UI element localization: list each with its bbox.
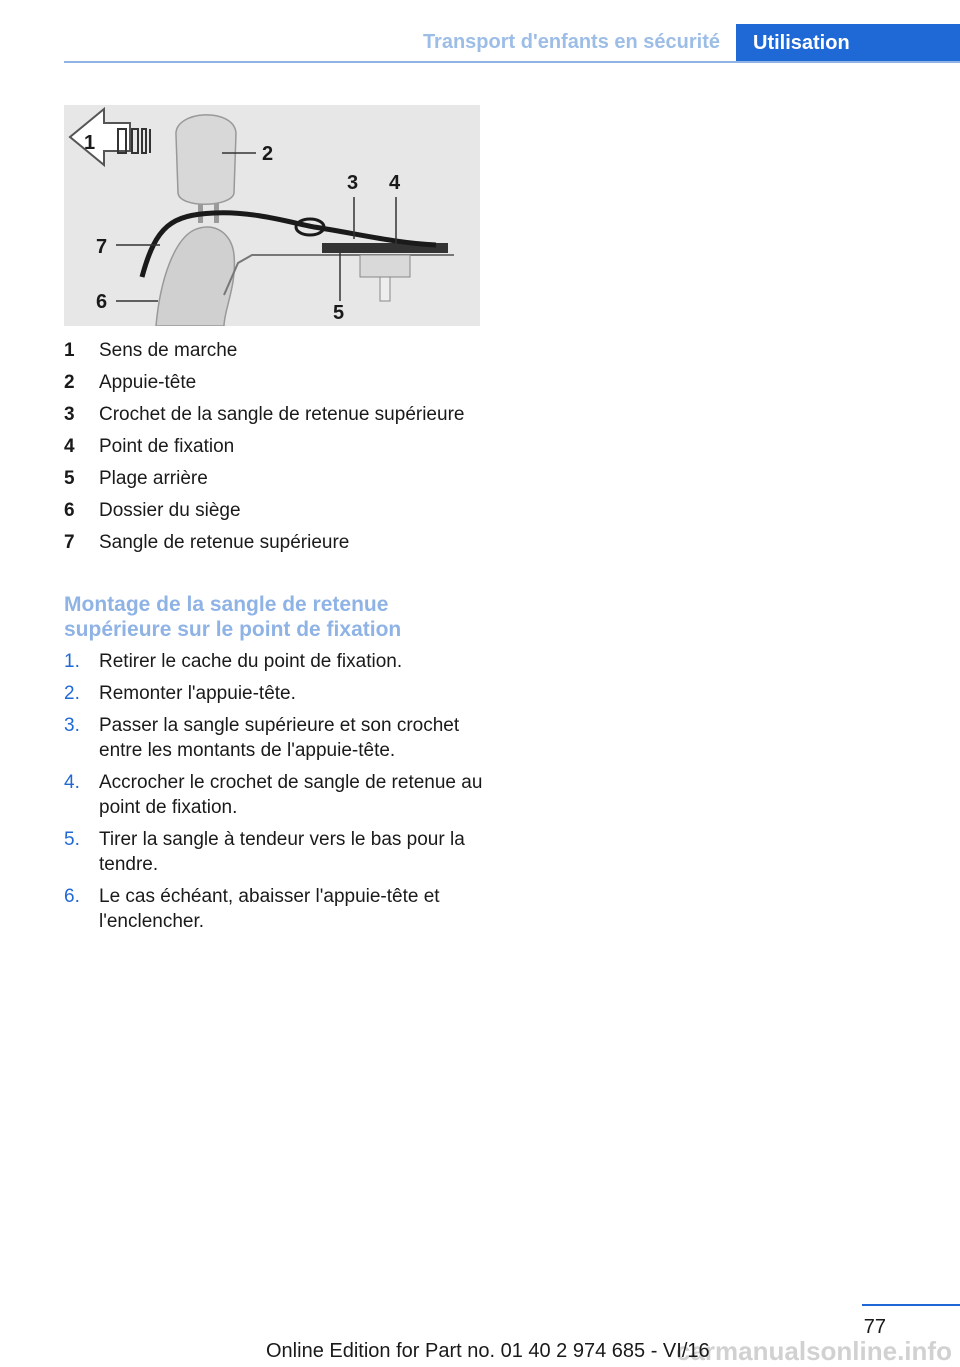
callout-3: 3 xyxy=(347,172,359,194)
legend-item xyxy=(64,399,494,431)
legend-number: 7 xyxy=(64,532,75,553)
step-item xyxy=(64,770,494,820)
callout-4: 4 xyxy=(389,172,401,194)
legend-label: Dossier du siège xyxy=(99,500,241,521)
footer-rule xyxy=(862,1304,960,1306)
tether-anchor-illustration xyxy=(64,105,480,326)
step-item xyxy=(64,827,494,877)
legend-item xyxy=(64,463,494,495)
step-item xyxy=(64,681,494,706)
legend-item xyxy=(64,367,494,399)
legend-number: 5 xyxy=(64,468,75,489)
header-rule xyxy=(64,61,960,63)
callout-5: 5 xyxy=(333,302,345,324)
legend-label: Sangle de retenue supérieure xyxy=(99,532,350,553)
legend-label: Crochet de la sangle de retenue supérieure xyxy=(99,404,465,425)
legend-label: Point de fixation xyxy=(99,436,235,457)
legend-label: Sens de marche xyxy=(99,340,238,361)
legend-item xyxy=(64,527,494,559)
step-text: Passer la sangle supérieure et son crochet entre les montants de l'appuie-tête. xyxy=(99,715,460,761)
legend-number: 2 xyxy=(64,372,75,393)
figure-legend xyxy=(64,335,494,559)
legend-label: Plage arrière xyxy=(99,468,208,489)
legend-item xyxy=(64,495,494,527)
legend-number: 1 xyxy=(64,340,75,361)
legend-label: Appuie-tête xyxy=(99,372,197,393)
section-heading: Montage de la sangle de retenue supérieure sur le point de fixation xyxy=(64,593,402,641)
callout-2: 2 xyxy=(262,143,274,165)
callout-6: 6 xyxy=(96,291,108,313)
step-item xyxy=(64,713,494,763)
step-number: 3. xyxy=(64,715,80,736)
edition-line: Online Edition for Part no. 01 40 2 974 685 - VI/16 xyxy=(266,1340,710,1362)
direction-arrow-icon xyxy=(70,109,150,165)
chapter-tab: Utilisation xyxy=(736,24,960,62)
page-number: 77 xyxy=(863,1316,886,1338)
step-number: 6. xyxy=(64,886,80,907)
callout-1: 1 xyxy=(84,132,96,154)
step-text: Le cas échéant, abaisser l'appuie-tête et l'enclencher. xyxy=(99,886,440,932)
step-number: 2. xyxy=(64,683,80,704)
step-text: Remonter l'appuie-tête. xyxy=(99,683,296,704)
step-text: Accrocher le crochet de sangle de retenue au point de fixation. xyxy=(99,772,483,818)
legend-number: 4 xyxy=(64,436,75,457)
legend-item xyxy=(64,335,494,367)
instruction-steps xyxy=(64,649,494,941)
step-number: 5. xyxy=(64,829,80,850)
step-item xyxy=(64,884,494,934)
step-number: 4. xyxy=(64,772,80,793)
section-title: Transport d'enfants en sécurité xyxy=(422,31,720,53)
watermark: carmanualsonline.info xyxy=(676,1336,952,1366)
step-text: Tirer la sangle à tendeur vers le bas pour la tendre. xyxy=(99,829,465,875)
legend-number: 6 xyxy=(64,500,75,521)
legend-item xyxy=(64,431,494,463)
step-text: Retirer le cache du point de fixation. xyxy=(99,651,403,672)
legend-number: 3 xyxy=(64,404,75,425)
callout-7: 7 xyxy=(96,236,108,258)
step-item xyxy=(64,649,494,674)
step-number: 1. xyxy=(64,651,80,672)
